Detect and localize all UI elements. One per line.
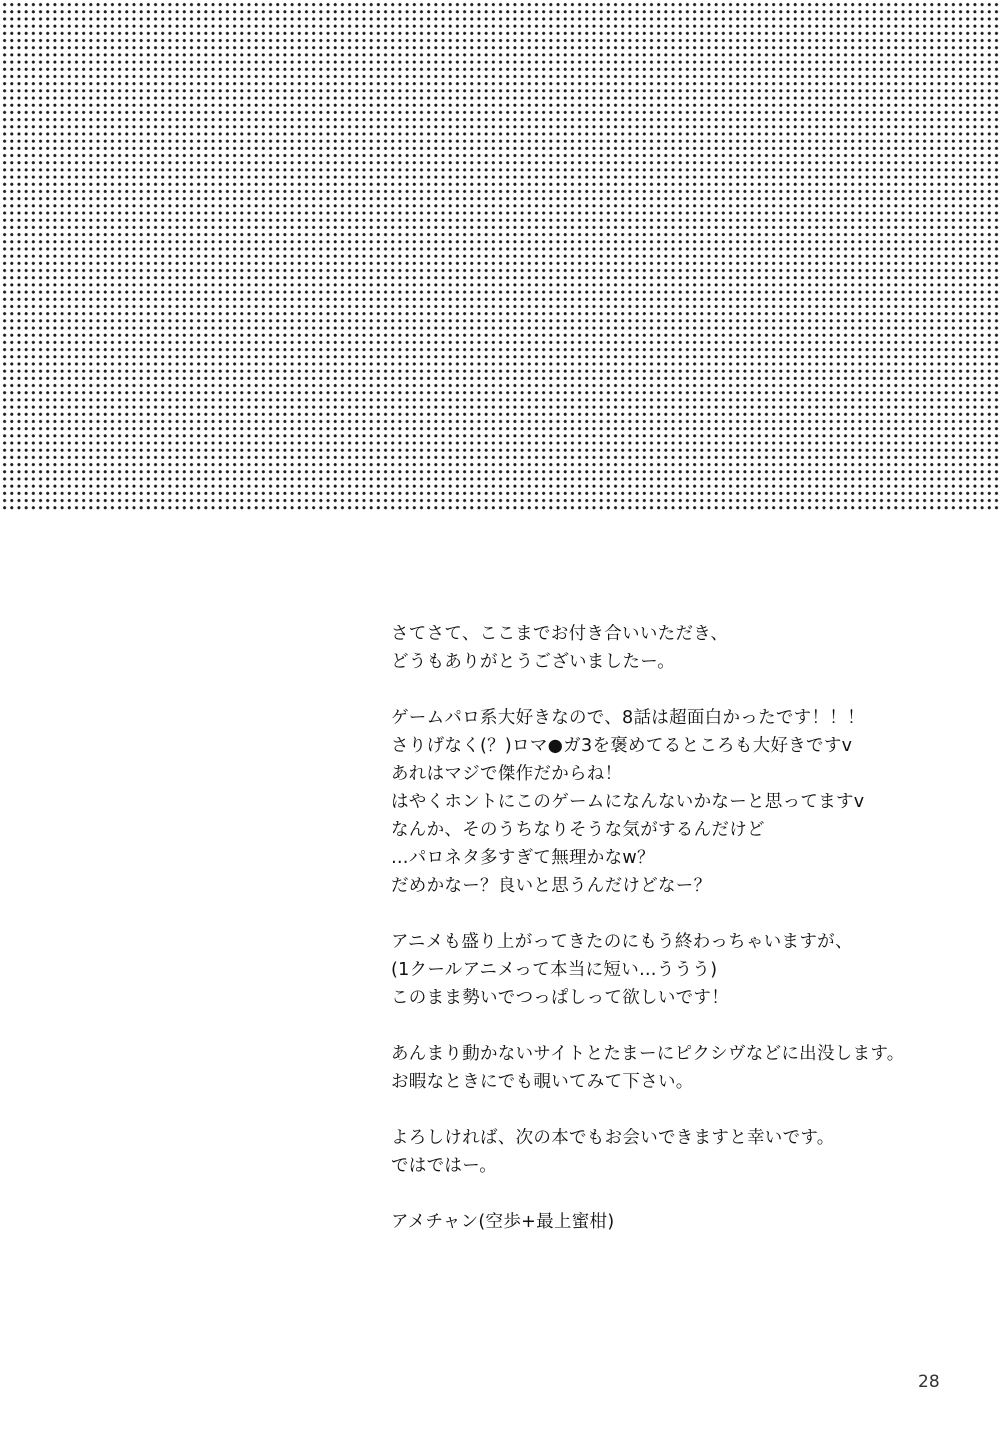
text-line: アニメも盛り上がってきたのにもう終わっちゃいますが、 (391, 932, 853, 952)
text-line: なんか、そのうちなりそうな気がするんだけど (391, 820, 765, 840)
paragraph-gap (391, 900, 981, 928)
text-line: ゲームパロ系大好きなので、8話は超面白かったです！！！ (391, 708, 865, 728)
text-line: ではではー。 (391, 1156, 498, 1176)
author-signature: アメチャン(空歩+最上蜜柑) (391, 1212, 615, 1232)
paragraph-gap (391, 1012, 981, 1040)
afterword-text (391, 620, 981, 1236)
text-line: よろしければ、次の本でもお会いできますと幸いです。 (391, 1128, 835, 1148)
text-line: さてさて、ここまでお付き合いいただき、 (391, 624, 729, 644)
text-line: あんまり動かないサイトとたまーにピクシヴなどに出没します。 (391, 1044, 905, 1064)
text-line: どうもありがとうございましたー。 (391, 652, 676, 672)
text-line: さりげなく(？)ロマ●ガ3を褒めてるところも大好きですv (391, 736, 853, 756)
halftone-dot-pattern (0, 0, 1000, 512)
text-line: お暇なときにでも覗いてみて下さい。 (391, 1072, 694, 1092)
text-line: …パロネタ多すぎて無理かなw？ (391, 848, 655, 868)
text-line: あれはマジで傑作だからね！ (391, 764, 623, 784)
text-line: はやくホントにこのゲームになんないかなーと思ってますv (391, 792, 865, 812)
text-line: (1クールアニメって本当に短い…ううう) (391, 960, 718, 980)
text-line: このまま勢いでつっぱしって欲しいです！ (391, 988, 730, 1008)
text-line: だめかなー？良いと思うんだけどなー？ (391, 876, 712, 896)
paragraph-gap (391, 1180, 981, 1208)
paragraph-gap (391, 676, 981, 704)
page-number: 28 (918, 1372, 940, 1392)
paragraph-gap (391, 1096, 981, 1124)
